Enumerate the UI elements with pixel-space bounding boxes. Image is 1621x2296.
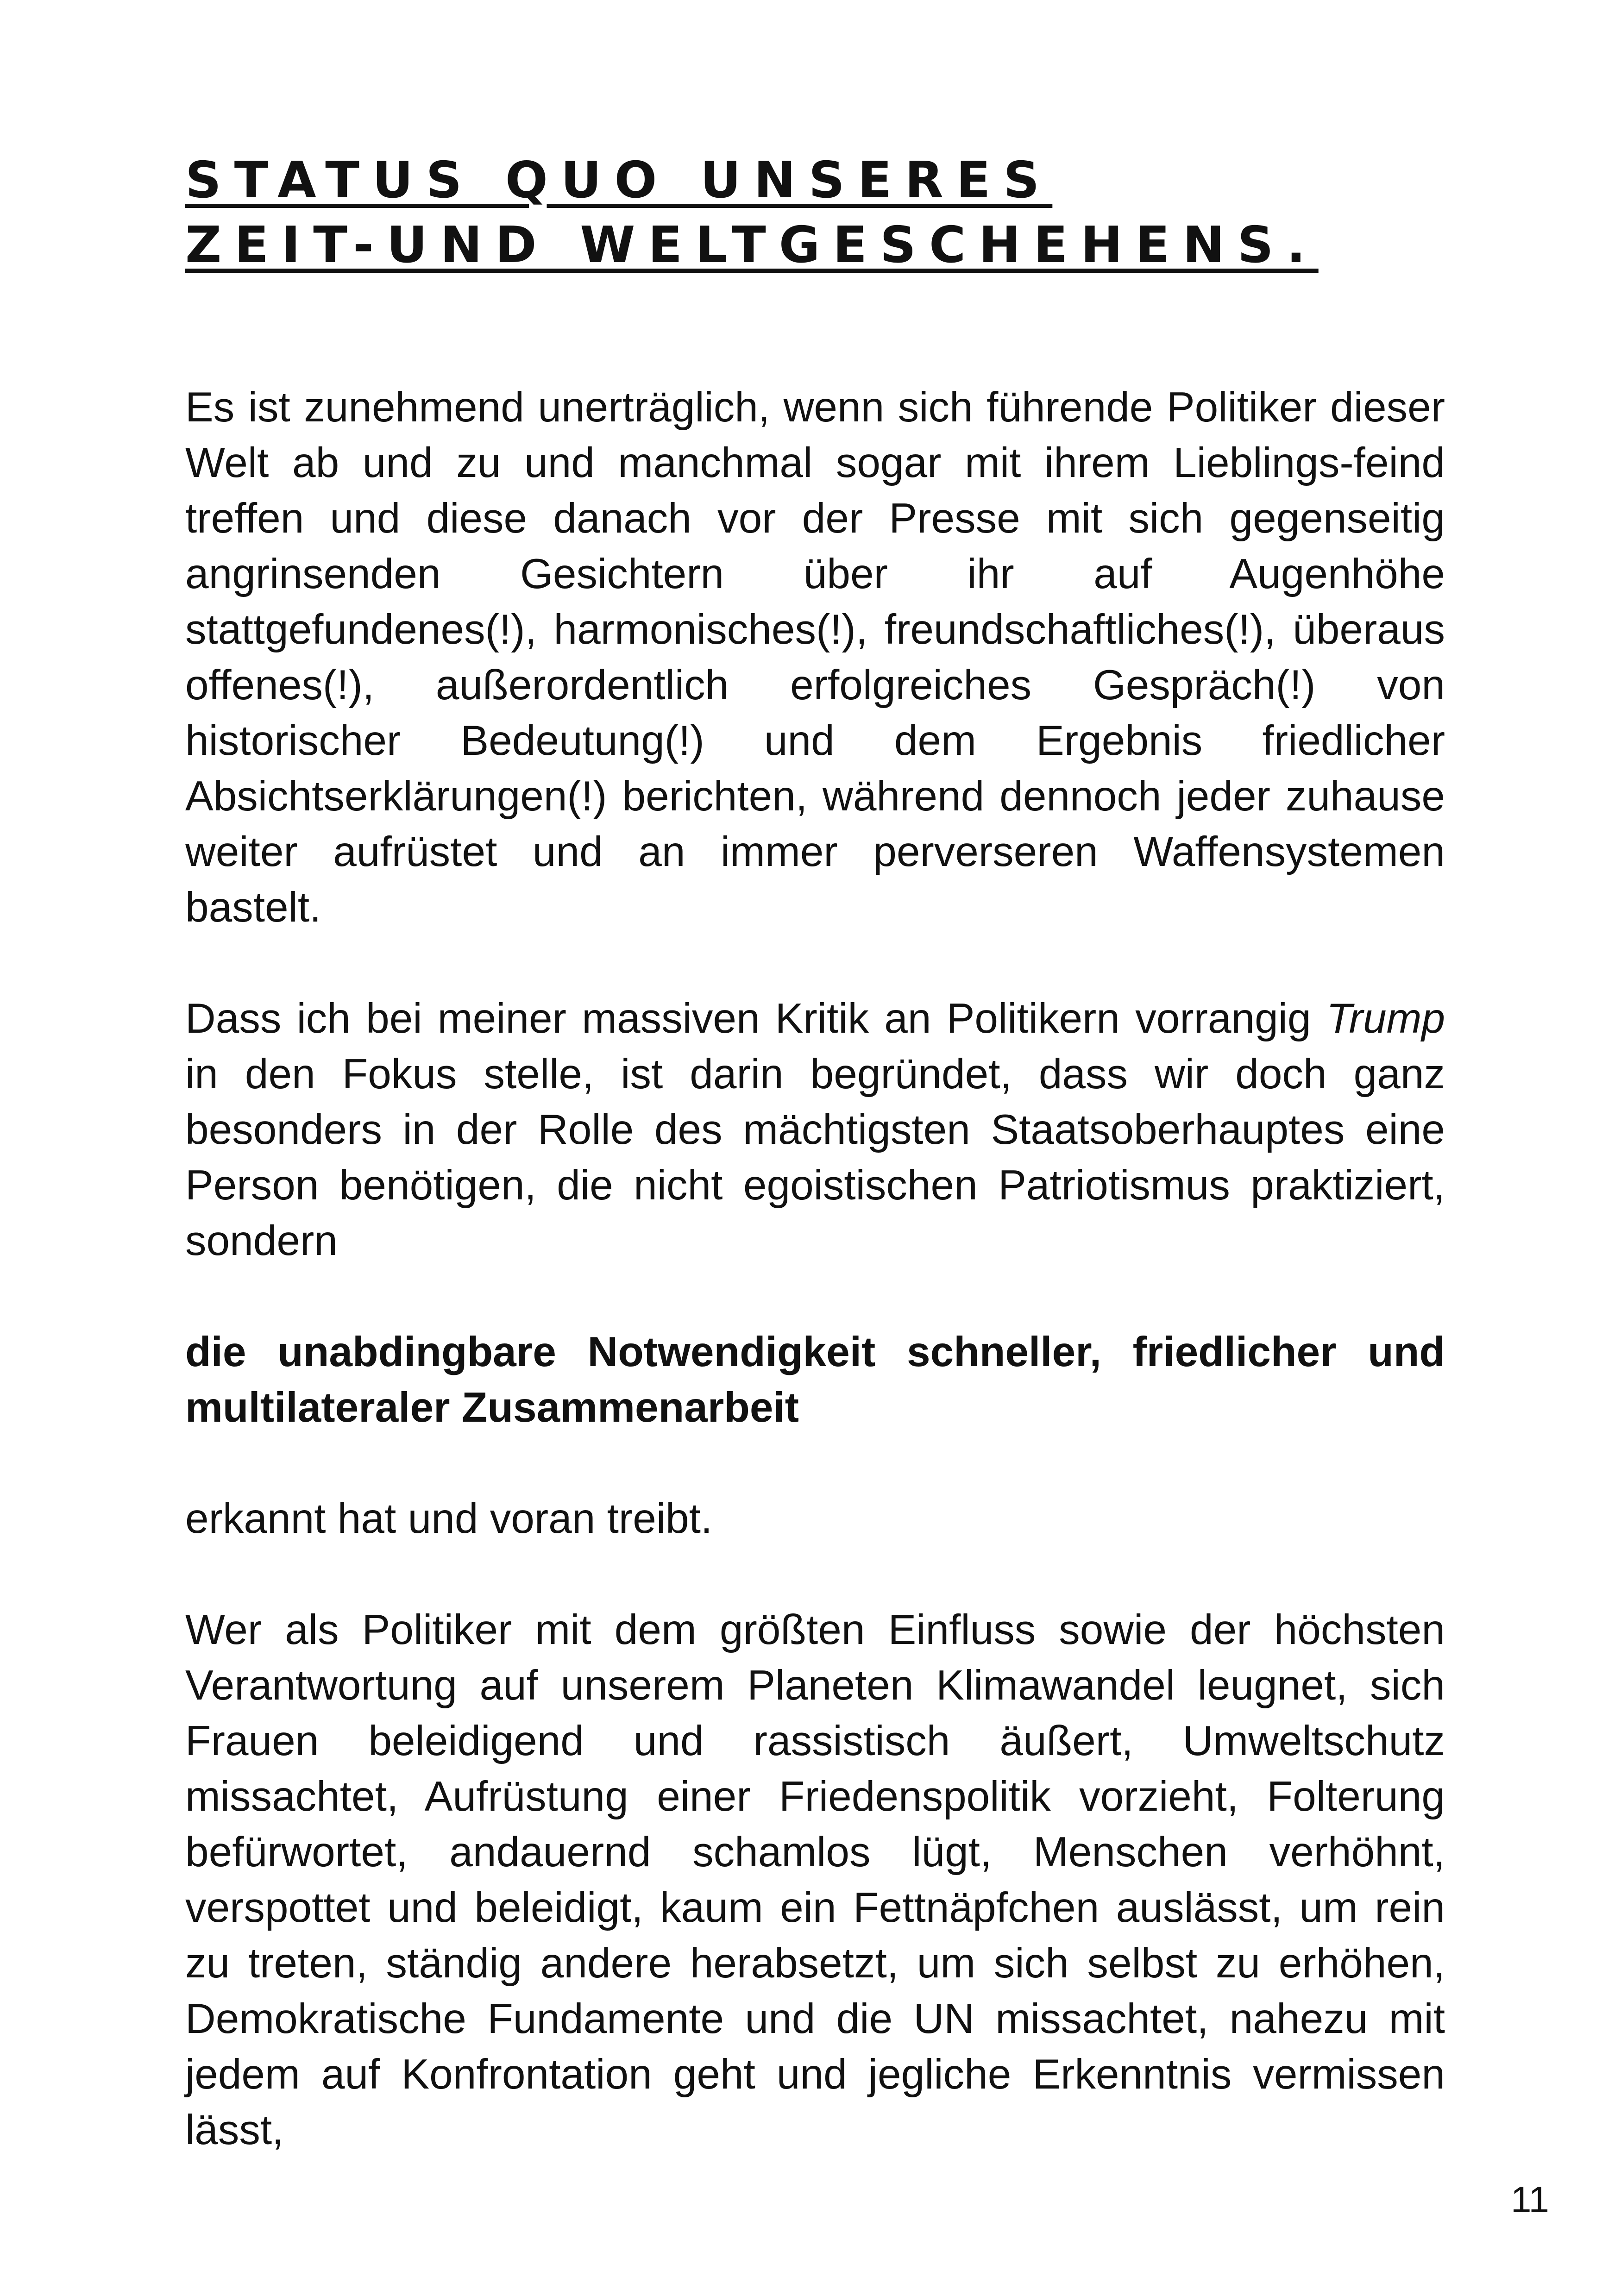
paragraph-2-emphasis: Trump (1326, 995, 1445, 1042)
chapter-heading-line-1: STATUS QUO UNSERES (185, 151, 1053, 209)
paragraph-2-lead: Dass ich bei meiner massiven Kritik an Politikern vorrangig (185, 995, 1326, 1042)
chapter-heading-line-2: ZEIT-UND WELTGESCHEHENS. (185, 216, 1319, 274)
paragraph-2-rest: in den Fokus stelle, ist darin begründet, dass wir doch ganz besonders in der Rolle des mächtigsten Staatsoberhauptes eine Person benötigen, die nicht egoistischen Patriotismus praktiziert, sondern (185, 1051, 1445, 1264)
paragraph-4: erkannt hat und voran treibt. (185, 1495, 713, 1542)
page-number: 11 (1510, 2179, 1549, 2220)
paragraph-5: Wer als Politiker mit dem größten Einfluss sowie der höchsten Verantwortung auf unserem Planeten Klimawandel leugnet, sich Frauen beleidigend und rassistisch äußert, Umweltschutz missachtet, Aufrüstung einer Friedenspolitik vorzieht, Folterung befürwortet, andauernd schamlos lügt, Menschen verhöhnt, verspottet und beleidigt, kaum ein Fettnäpfchen auslässt, um rein zu treten, ständig andere herabsetzt, um sich selbst zu erhöhen, Demokratische Fundamente und die UN missachtet, nahezu mit jedem auf Konfrontation geht und jegliche Erkenntnis vermissen lässt, (185, 1606, 1445, 2153)
chapter-heading (185, 148, 1436, 278)
paragraph-3-highlight: die unabdingbare Notwendigkeit schneller, friedlicher und multilateraler Zusammenarbeit (185, 1329, 1445, 1431)
paragraph-1: Es ist zunehmend unerträglich, wenn sich führende Politiker dieser Welt ab und zu und manchmal sogar mit ihrem Lieblings-feind treffen und diese danach vor der Presse mit sich gegenseitig angrinsenden Gesichtern über ihr auf Augenhöhe stattgefundenes(!), harmonisches(!), freundschaftliches(!), überaus offenes(!), außerordentlich erfolgreiches Gespräch(!) von historischer Bedeutung(!) und dem Ergebnis friedlicher Absichtserklärungen(!) berichten, während dennoch jeder zuhause weiter aufrüstet und an immer perverseren Waffensystemen bastelt. (185, 384, 1445, 931)
paragraph-2 (185, 991, 1445, 1269)
body-text (185, 380, 1445, 2214)
